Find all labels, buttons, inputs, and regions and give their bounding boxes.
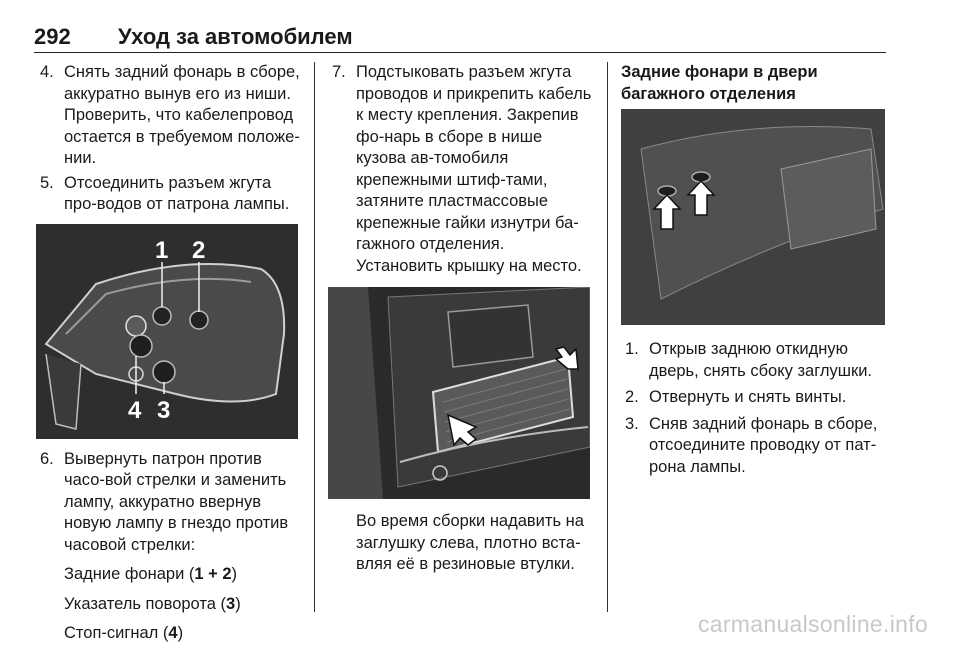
step-5: 5. Отсоединить разъем жгута про-водов от патрона лампы.: [40, 173, 290, 213]
tailgate-step-3: 3. Сняв задний фонарь в сборе, отсоедините проводку от пат-рона лампы.: [625, 414, 878, 476]
tailgate-figure: [621, 109, 885, 325]
figure-label-2: 2: [192, 236, 206, 264]
subsection-heading: Задние фонари в двери багажного отделения: [621, 63, 818, 103]
figure-label-3: 3: [157, 396, 171, 424]
step-6: 6. Вывернуть патрон против часо-вой стрелки и заменить лампу, аккуратно ввернув новую лампу в гнездо против часовой стрелки:: [40, 449, 289, 554]
step-7: 7. Подстыковать разъем жгута проводов и прикрепить кабель к месту крепления. Закрепив фо-нарь в сборе в нише кузова ав-томобиля крепежными штиф-тами, затяните пластмассовые крепежные гайки изнутри ба-гажного отделения. Установить крышку на место.: [332, 63, 592, 275]
bulb-brake-light: Стоп-сигнал (4): [64, 624, 184, 642]
figure-label-4: 4: [128, 396, 142, 424]
step-4: 4. Снять задний фонарь в сборе, аккуратно вынув его из ниши. Проверить, что кабелепровод остается в требуемом положе-нии.: [40, 63, 300, 167]
column-divider: [314, 62, 315, 612]
page-number: 292: [34, 24, 71, 49]
trunk-cover-figure: [328, 287, 590, 499]
column-2: [328, 62, 594, 576]
bulb-turn-signal: Указатель поворота (3): [64, 594, 241, 613]
assembly-note: Во время сборки надавить на заглушку слева, плотно вста-вляя её в резиновые втулки.: [356, 512, 584, 573]
page-header: [34, 18, 886, 53]
watermark: carmanualsonline.info: [697, 611, 928, 637]
column-divider-2: [607, 62, 608, 612]
column-1: [36, 62, 302, 645]
bulb-tail-lamps: Задние фонари (1 + 2): [64, 565, 238, 583]
figure-label-1: 1: [155, 236, 169, 264]
tailgate-step-1: 1. Открыв заднюю откидную дверь, снять сбоку заглушки.: [625, 340, 873, 380]
column-3: [621, 62, 889, 478]
section-title: Уход за автомобилем: [118, 24, 353, 49]
tailgate-step-2: 2. Отвернуть и снять винты.: [625, 388, 847, 406]
tail-lamp-figure: [36, 224, 298, 439]
